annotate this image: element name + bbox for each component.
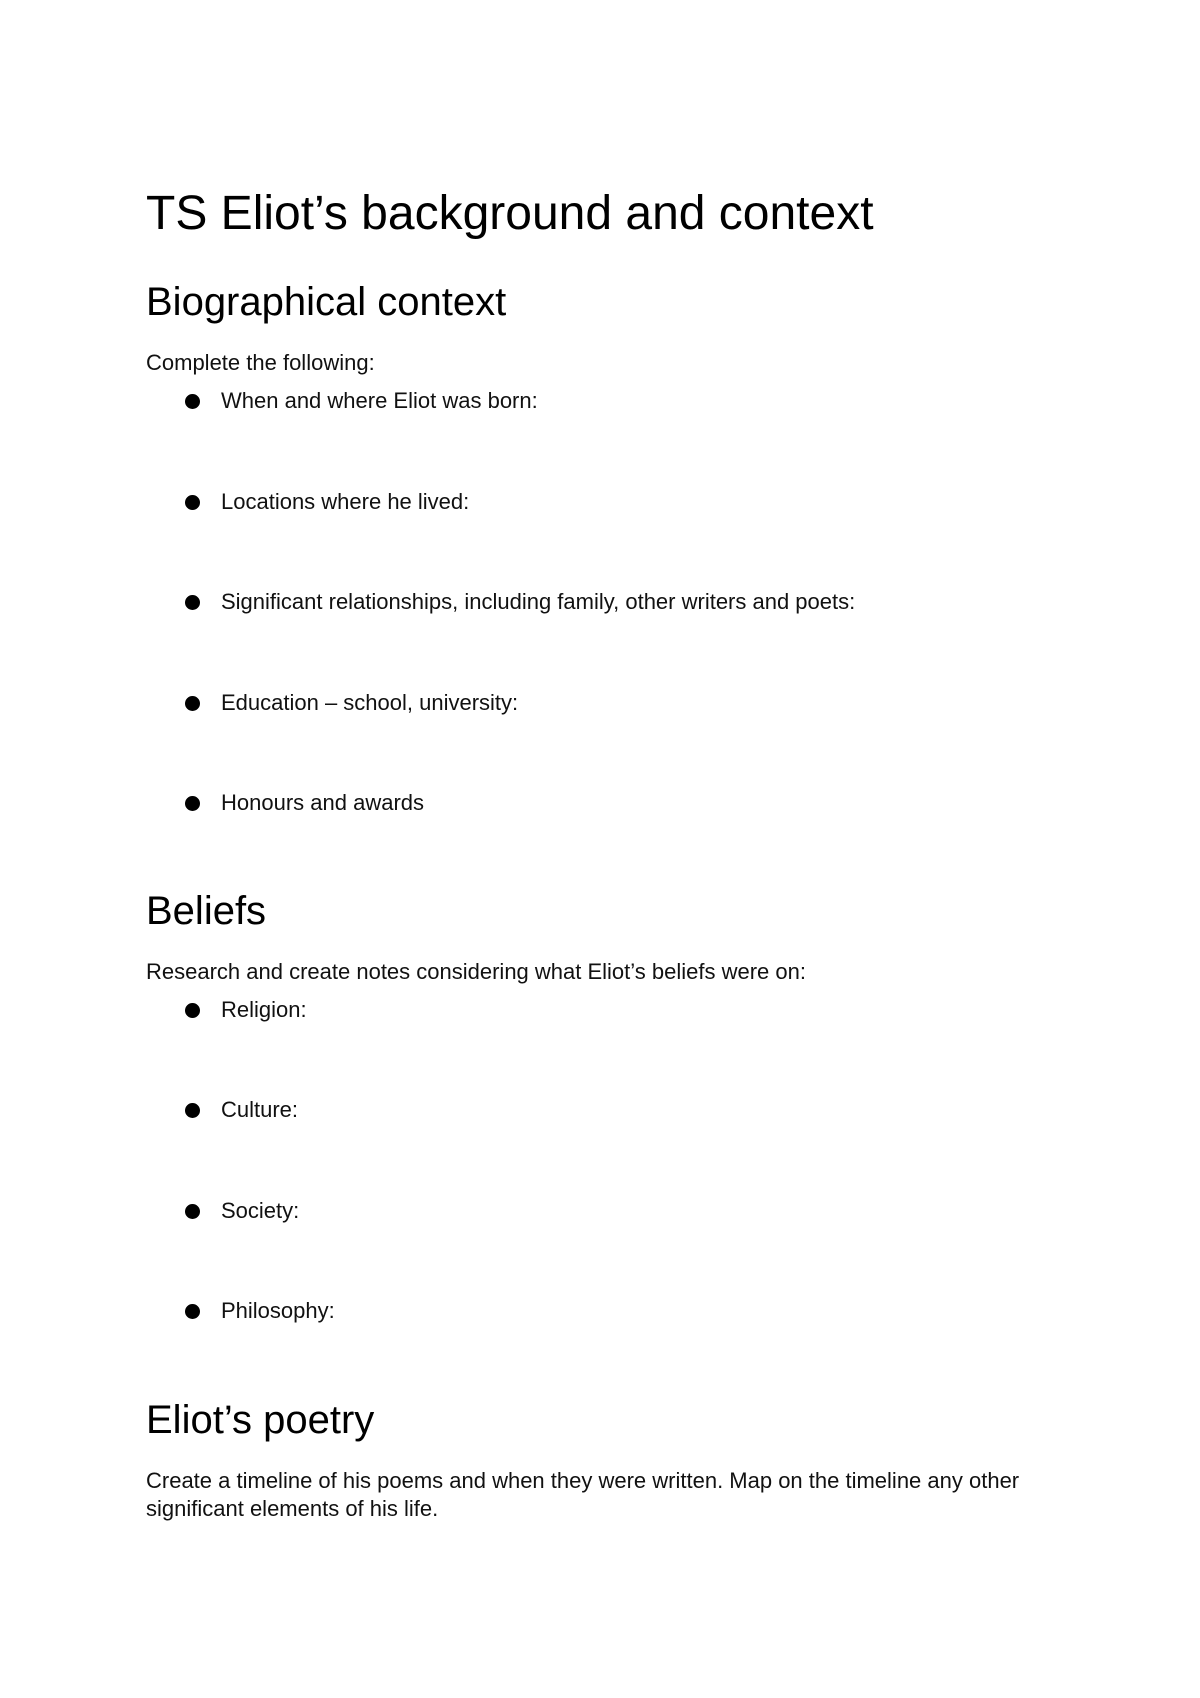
list-item-text: Religion: bbox=[221, 997, 307, 1022]
section-heading-biographical-context: Biographical context bbox=[146, 280, 507, 324]
bullet-icon bbox=[185, 595, 200, 610]
section-intro-eliots-poetry: Create a timeline of his poems and when they were written. Map on the timeline any other significant elements of his life. bbox=[146, 1468, 1020, 1521]
list-item bbox=[185, 689, 518, 717]
bullet-icon bbox=[185, 1003, 200, 1018]
section-heading-beliefs: Beliefs bbox=[146, 889, 267, 933]
list-item bbox=[185, 1297, 335, 1325]
list-item bbox=[185, 789, 424, 817]
bullet-icon bbox=[185, 696, 200, 711]
bullet-icon bbox=[185, 394, 200, 409]
list-item-text: Honours and awards bbox=[221, 790, 425, 815]
section-intro-beliefs: Research and create notes considering what Eliot’s beliefs were on: bbox=[146, 959, 806, 984]
list-item bbox=[185, 1096, 298, 1124]
bullet-icon bbox=[185, 796, 200, 811]
list-item bbox=[185, 588, 855, 616]
list-item-text: Society: bbox=[221, 1198, 300, 1223]
list-item bbox=[185, 996, 307, 1024]
page-title: TS Eliot’s background and context bbox=[146, 187, 874, 240]
bullet-icon bbox=[185, 495, 200, 510]
bullet-icon bbox=[185, 1304, 200, 1319]
list-item-text: Philosophy: bbox=[221, 1298, 335, 1323]
list-item bbox=[185, 488, 469, 516]
section-intro-biographical-context: Complete the following: bbox=[146, 350, 375, 375]
bullet-icon bbox=[185, 1204, 200, 1219]
list-item-text: Education – school, university: bbox=[221, 690, 519, 715]
list-item-text: Culture: bbox=[221, 1097, 299, 1122]
list-item bbox=[185, 1197, 299, 1225]
list-item-text: Significant relationships, including family, other writers and poets: bbox=[221, 589, 856, 614]
bullet-icon bbox=[185, 1103, 200, 1118]
list-item-text: Locations where he lived: bbox=[221, 489, 470, 514]
section-heading-eliots-poetry: Eliot’s poetry bbox=[146, 1398, 375, 1442]
list-item bbox=[185, 387, 538, 415]
list-item-text: When and where Eliot was born: bbox=[221, 388, 538, 413]
